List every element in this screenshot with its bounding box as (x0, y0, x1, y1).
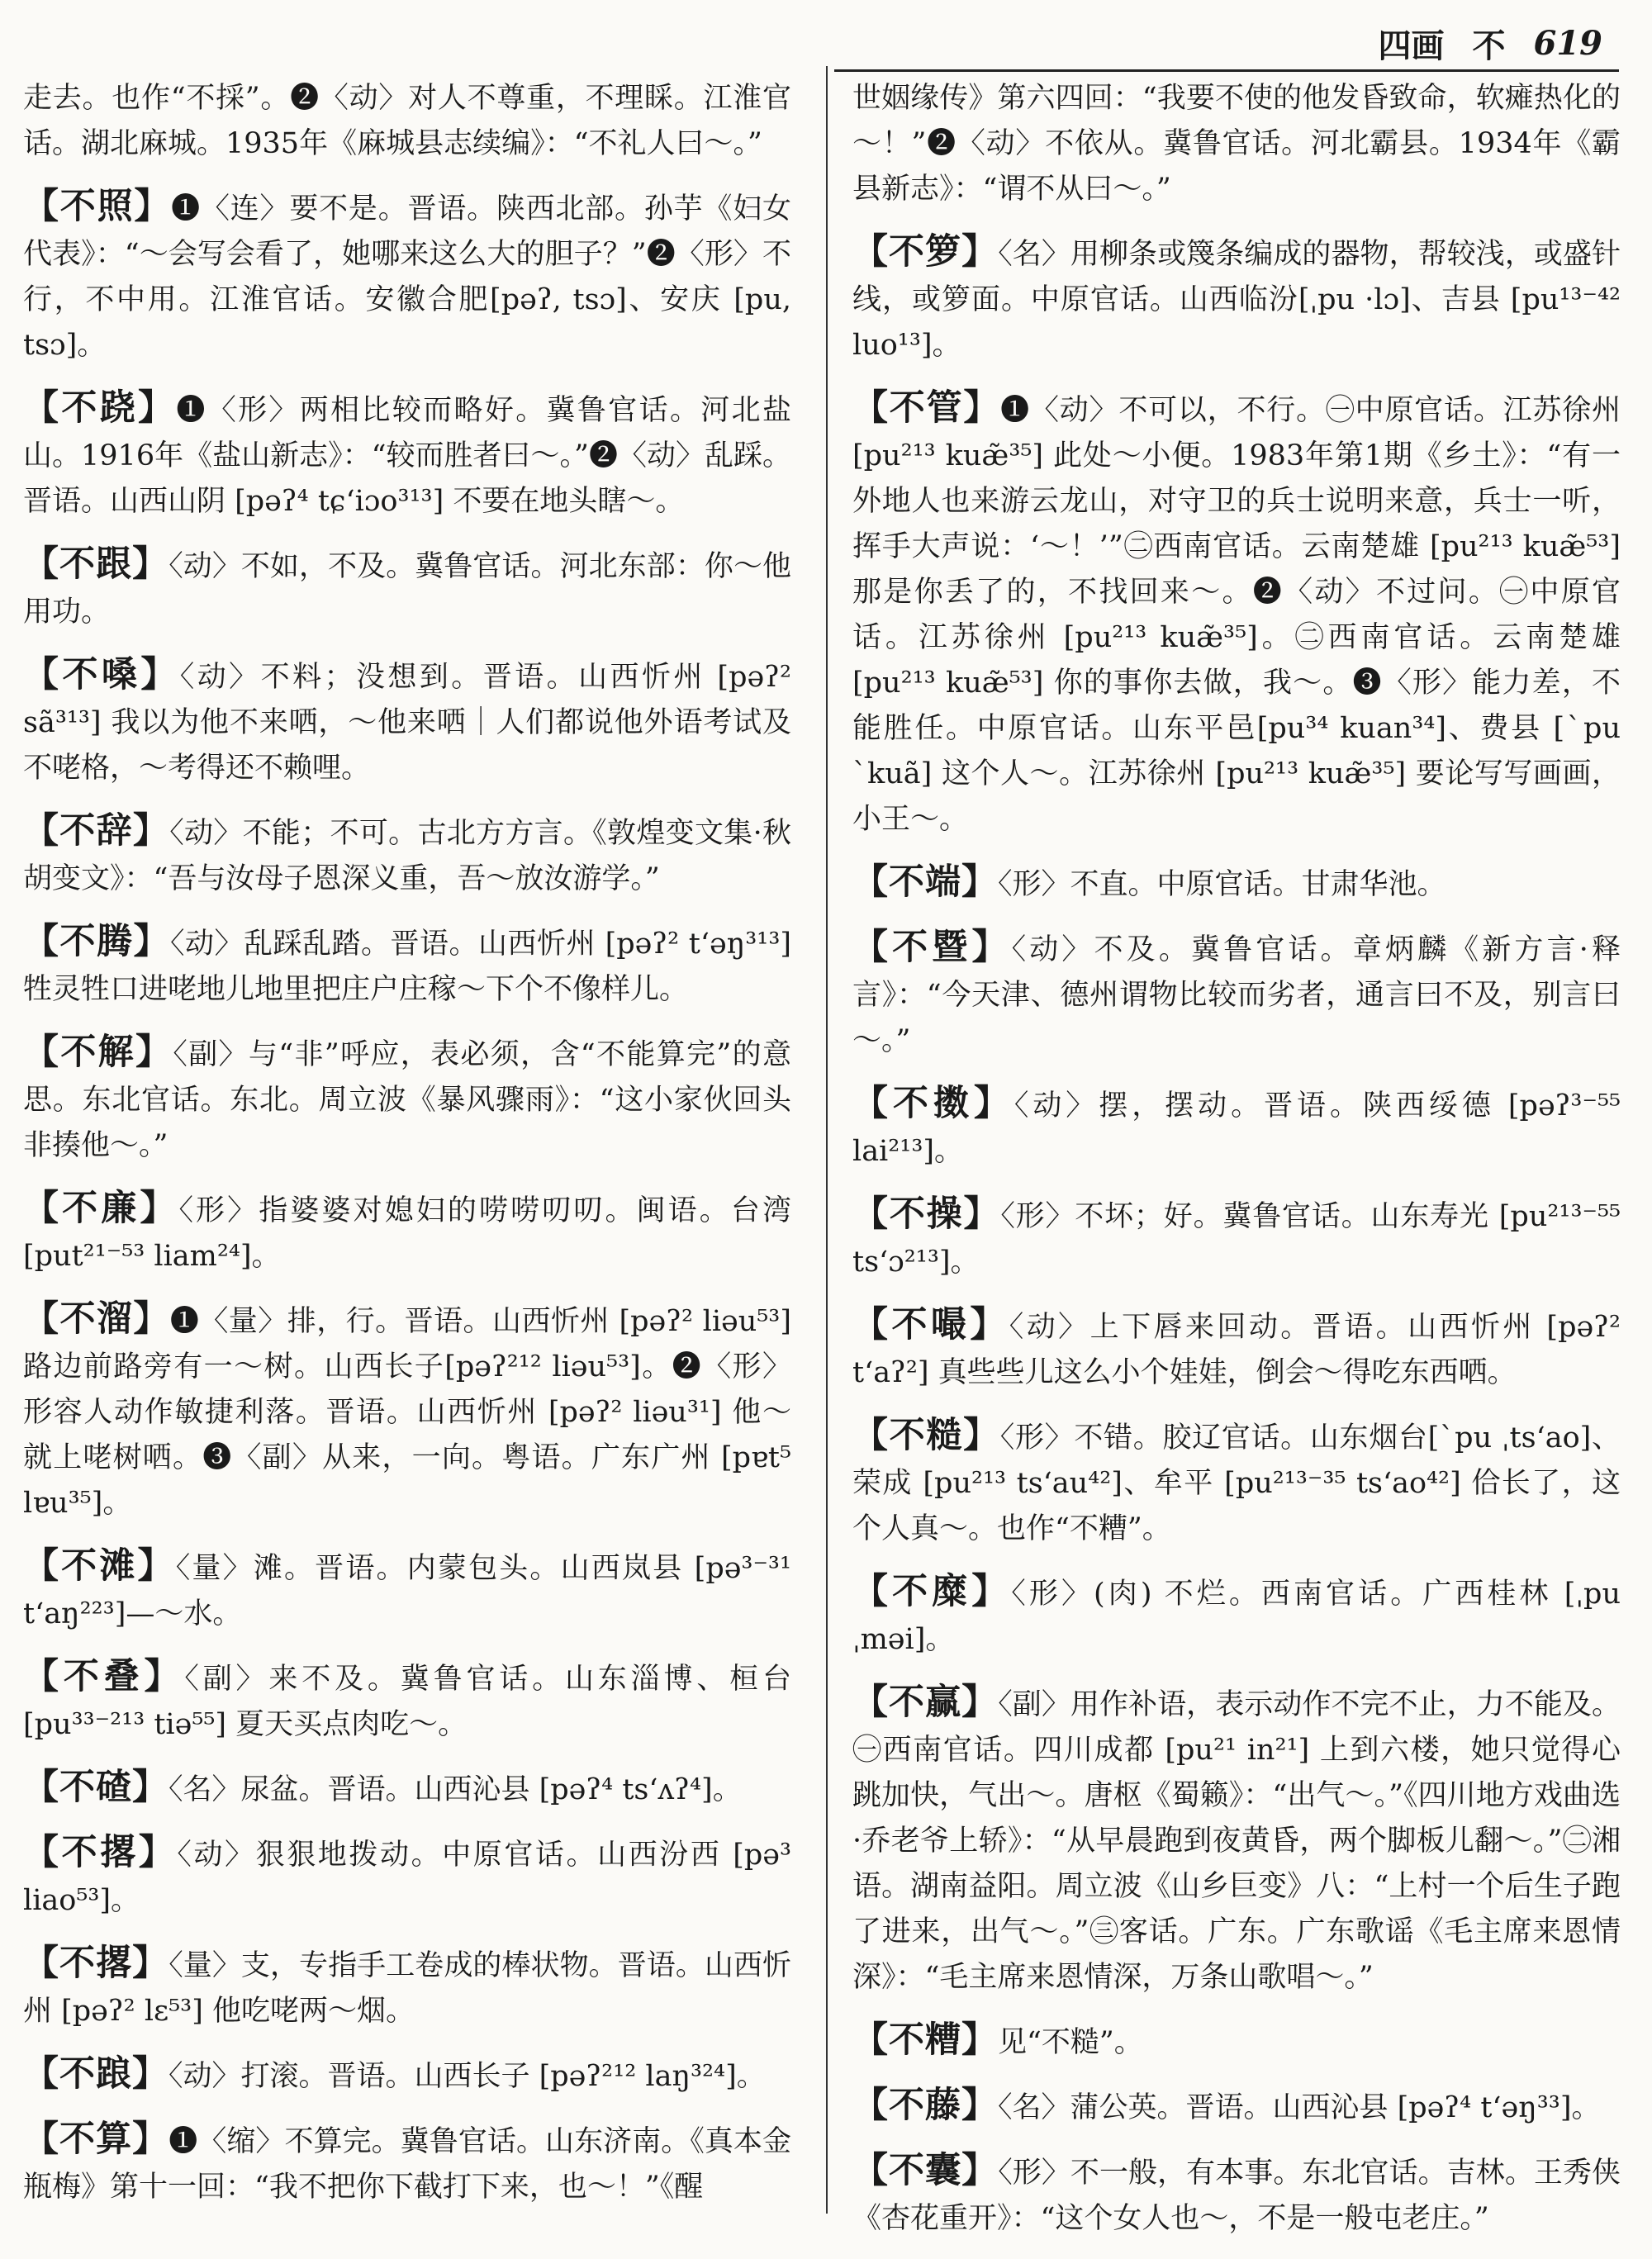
dictionary-entry: 【不糜】〈形〉(肉) 不烂。西南官话。广西桂林 [ˌpu ˌməi]。 (852, 1571, 1621, 1656)
dictionary-entry: 【不赢】〈副〉用作补语，表示动作不完不止，力不能及。㊀西南官话。四川成都 [pu²¹ in²¹] 上到六楼，她只觉得心跳加快，气出～。唐枢《蜀籁》：“出气～。”《四川地方戏曲选·乔老爷上轿》：“从早晨跑到夜黄昏，两个脚板儿翻～。”㊁湘语。湖南益阳。周立波《山乡巨变》八：“上村一个后生子跑了进来，出气～。”㊂客话。广东。广东歌谣《毛主席来恩情深》：“毛主席来恩情深，万条山歌唱～。” (852, 1682, 1621, 1994)
dictionary-entry: 【不滩】〈量〉滩。晋语。内蒙包头。山西岚县 [pə³⁻³¹ tʻaŋ²²³]—～水。 (23, 1545, 791, 1630)
dictionary-entry: 【不踉】〈动〉打滚。晋语。山西长子 [pəʔ²¹² laŋ³²⁴]。 (23, 2053, 766, 2095)
entry-headword: 【不照】 (23, 186, 172, 227)
dictionary-entry: 【不腾】〈动〉乱踩乱踏。晋语。山西忻州 [pəʔ² tʻəŋ³¹³] 牲灵牲口进咾地儿地里把庄户庄稼～下个不像样儿。 (23, 921, 791, 1006)
entry-headword: 【不糙】 (852, 1415, 1000, 1456)
entry-headword: 【不叠】 (23, 1656, 185, 1697)
entry-headword: 【不腾】 (23, 921, 170, 962)
dictionary-entry: 【不暨】〈动〉不及。冀鲁官话。章炳麟《新方言·释言》：“今天津、德州谓物比较而劣者，通言曰不及，别言曰～。” (852, 927, 1621, 1057)
dictionary-entry: 【不嘬】〈动〉上下唇来回动。晋语。山西忻州 [pəʔ² tʻaʔ²] 真些些儿这么小个娃娃，倒会～得吃东西哂。 (852, 1304, 1621, 1389)
dictionary-entry: 【不端】〈形〉不直。中原官话。甘肃华池。 (852, 861, 1446, 903)
dictionary-entry: 【不跷】❶〈形〉两相比较而略好。冀鲁官话。河北盐山。1916年《盐山新志》：“较而胜者曰～。”❷〈动〉乱踩。晋语。山西山阴 [pəʔ⁴ tɕʻiɔo³¹³] 不要在地头瞎～。 (23, 387, 791, 518)
dictionary-entry: 【不算】❶〈缩〉不算完。冀鲁官话。山东济南。《真本金瓶梅》第十一回：“我不把你下截打下来，也～！”《醒 (23, 2119, 791, 2204)
entry-headword: 【不算】 (23, 2119, 169, 2160)
dictionary-entry: 世姻缘传》第六四回：“我要不使的他发昏致命，软瘫热化的～！”❷〈动〉不依从。冀鲁官话。河北霸县。1934年《霸县新志》：“谓不从曰～。” (852, 82, 1621, 206)
entry-headword: 【不赢】 (852, 1682, 999, 1723)
dictionary-entry: 【不糙】〈形〉不错。胶辽官话。山东烟台[ˋpu ˌtsʻao]、荣成 [pu²¹³ tsʻau⁴²]、牟平 [pu²¹³⁻³⁵ tsʻao⁴²] 佮长了，这个人真～。也作“不糟”。 (852, 1415, 1621, 1545)
entry-headword: 【不跷】 (23, 387, 177, 429)
entry-headword: 【不藤】 (852, 2085, 998, 2126)
entry-headword: 【不嘬】 (852, 1304, 1009, 1345)
right-column (852, 76, 1621, 2259)
header-char: 不 (1472, 26, 1506, 65)
dictionary-entry: 【不照】❶〈连〉要不是。晋语。陕西北部。孙芋《妇女代表》：“～会写会看了，她哪来这么大的胆子？”❷〈形〉不行，不中用。江淮官话。安徽合肥[pəʔ, tsɔ]、安庆 [pu, tsɔ]。 (23, 186, 791, 362)
entry-headword: 【不撂】 (23, 1832, 178, 1873)
dictionary-entry: 【不藤】〈名〉蒲公英。晋语。山西沁县 [pəʔ⁴ tʻəŋ³³]。 (852, 2085, 1601, 2126)
entry-headword: 【不廉】 (23, 1188, 179, 1229)
entry-headword: 【不管】 (852, 387, 1001, 429)
dictionary-entry: 【不管】❶〈动〉不可以，不行。㊀中原官话。江苏徐州 [pu²¹³ kuæ̃³⁵] 此处～小便。1983年第1期《乡土》：“有一外地人也来游云龙山，对守卫的兵士说明来意，兵士一听，挥手大声说：‘～！’”㊁西南官话。云南楚雄 [pu²¹³ kuæ̃⁵³] 那是你丢了的，不找回来～。❷〈动〉不过问。㊀中原官话。江苏徐州 [pu²¹³ kuæ̃³⁵]。㊁西南官话。云南楚雄[pu²¹³ kuæ̃⁵³] 你的事你去做，我～。❸〈形〉能力差，不能胜任。中原官话。山东平邑[pu³⁴ kuan³⁴]、费县 [ˋpu ˋkuã] 这个人～。江苏徐州 [pu²¹³ kuæ̃³⁵] 要论写写画画，小王～。 (852, 387, 1621, 836)
entry-headword: 【不嗓】 (23, 654, 180, 695)
dictionary-entry: 【不撂】〈动〉狠狠地拨动。中原官话。山西汾西 [pə³ liao⁵³]。 (23, 1832, 791, 1917)
dictionary-entry: 【不擞】〈动〉摆，摆动。晋语。陕西绥德 [pəʔ³⁻⁵⁵ lai²¹³]。 (852, 1083, 1621, 1168)
dictionary-entry: 【不叠】〈副〉来不及。冀鲁官话。山东淄博、桓台 [pu³³⁻²¹³ tiə⁵⁵] 夏天买点肉吃～。 (23, 1656, 792, 1741)
entry-headword: 【不踉】 (23, 2053, 169, 2095)
dictionary-entry: 【不箩】〈名〉用柳条或篾条编成的器物，帮较浅，或盛针线，或箩面。中原官话。山西临汾[ˌpu ·lɔ]、吉县 [pu¹³⁻⁴² luo¹³]。 (852, 231, 1621, 362)
entry-headword: 【不辞】 (23, 810, 170, 852)
entry-headword: 【不滩】 (23, 1545, 176, 1587)
page-number: 619 (1533, 23, 1602, 63)
column-divider (826, 66, 828, 2214)
entry-headword: 【不跟】 (23, 543, 169, 585)
entry-headword: 【不端】 (852, 861, 998, 903)
entry-headword: 【不擞】 (852, 1083, 1014, 1124)
dictionary-entry: 【不解】〈副〉与“非”呼应，表必须，含“不能算完”的意思。东北官话。东北。周立波《暴风骤雨》：“这小家伙回头非揍他～。” (23, 1032, 791, 1162)
dictionary-entry: 【不囊】〈形〉不一般，有本事。东北官话。吉林。王秀侠《杏花重开》：“这个女人也～，不是一般屯老庄。” (852, 2150, 1621, 2235)
entry-headword: 【不操】 (852, 1194, 1001, 1235)
dictionary-entry: 【不碴】〈名〉尿盆。晋语。山西沁县 [pəʔ⁴ tsʻʌʔ⁴]。 (23, 1767, 742, 1808)
page-header (909, 18, 1602, 68)
header-section: 四画 (1378, 26, 1445, 65)
dictionary-entry: 【不廉】〈形〉指婆婆对媳妇的唠唠叨叨。闽语。台湾 [put²¹⁻⁵³ liam²⁴]。 (23, 1188, 791, 1273)
entry-headword: 【不糟】 (852, 2019, 998, 2061)
dictionary-entry: 【不嗓】〈动〉不料；没想到。晋语。山西忻州 [pəʔ² sã³¹³] 我以为他不来哂，～他来哂｜人们都说他外语考试及不咾格，～考得还不赖哩。 (23, 654, 791, 785)
dictionary-entry: 走去。也作“不採”。❷〈动〉对人不尊重，不理睬。江淮官话。湖北麻城。1935年《麻城县志续编》：“不礼人曰～。” (23, 82, 791, 160)
dictionary-entry: 【不撂】〈量〉支，专指手工卷成的棒状物。晋语。山西忻州 [pəʔ² lɛ⁵³] 他吃咾两～烟。 (23, 1943, 791, 2028)
entry-headword: 【不箩】 (852, 231, 999, 273)
header-rule (834, 69, 1619, 72)
dictionary-entry: 【不操】〈形〉不坏；好。冀鲁官话。山东寿光 [pu²¹³⁻⁵⁵ tsʻɔ²¹³]。 (852, 1194, 1621, 1279)
dictionary-entry: 【不糟】见“不糙”。 (852, 2019, 1143, 2061)
entry-headword: 【不囊】 (852, 2150, 999, 2191)
entry-headword: 【不暨】 (852, 927, 1012, 968)
dictionary-entry: 【不跟】〈动〉不如，不及。冀鲁官话。河北东部：你～他用功。 (23, 543, 791, 629)
entry-headword: 【不撂】 (23, 1943, 169, 1984)
entry-headword: 【不糜】 (852, 1571, 1012, 1612)
entry-headword: 【不解】 (23, 1032, 173, 1073)
dictionary-entry: 【不辞】〈动〉不能；不可。古北方方言。《敦煌变文集·秋胡变文》：“吾与汝母子恩深义重，吾～放汝游学。” (23, 810, 791, 895)
entry-headword: 【不溜】 (23, 1298, 170, 1340)
entry-headword: 【不碴】 (23, 1767, 169, 1808)
dictionary-entry: 【不溜】❶〈量〉排，行。晋语。山西忻州 [pəʔ² liəu⁵³] 路边前路旁有一～树。山西长子[pəʔ²¹² liəu⁵³]。❷〈形〉形容人动作敏捷利落。晋语。山西忻州 [pəʔ² liəu³¹] 他～就上咾树哂。❸〈副〉从来，一向。粤语。广东广州 [pɐt⁵ lɐu³⁵]。 (23, 1298, 791, 1520)
left-column (23, 76, 791, 2228)
